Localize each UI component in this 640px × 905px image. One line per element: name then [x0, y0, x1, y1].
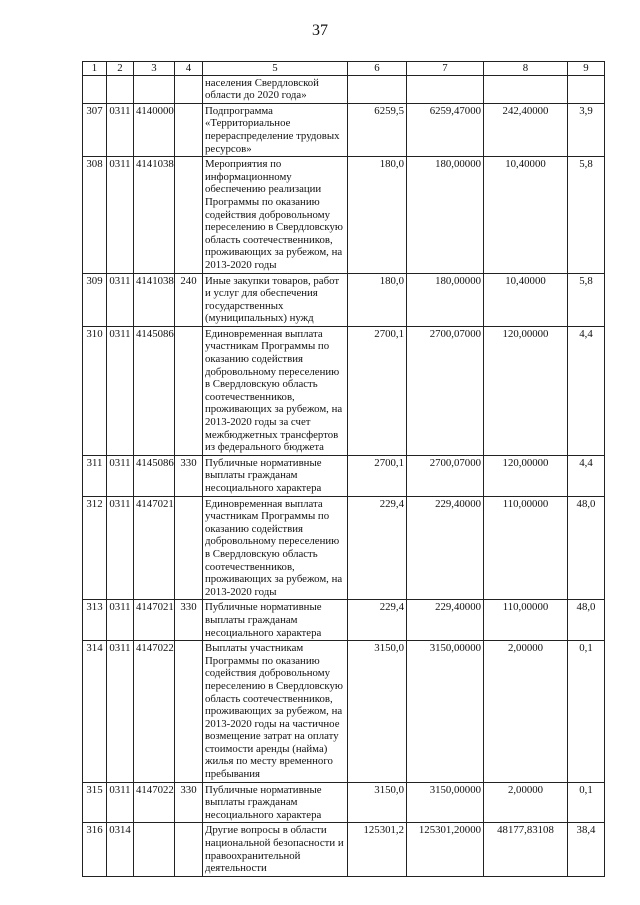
item-name-cell: Иные закупки товаров, работ и услуг для обеспечения государственных (муниципальных) нужд	[203, 273, 348, 326]
table-row	[83, 496, 605, 600]
row-number-cell: 313	[83, 600, 107, 641]
execution-percent-cell: 4,4	[568, 455, 605, 496]
approved-amount-cell: 3150,00000	[407, 641, 484, 783]
column-header: 2	[107, 62, 134, 76]
column-header: 5	[203, 62, 348, 76]
target-code-cell: 4147021	[134, 496, 175, 600]
expense-type-cell	[175, 823, 203, 876]
execution-percent-cell: 5,8	[568, 157, 605, 273]
approved-amount-cell: 2700,07000	[407, 455, 484, 496]
approved-amount-cell: 3150,00000	[407, 782, 484, 823]
executed-amount-cell: 48177,83108	[484, 823, 568, 876]
executed-amount-cell: 110,00000	[484, 496, 568, 600]
execution-percent-cell: 3,9	[568, 103, 605, 156]
planned-amount-cell: 180,0	[348, 157, 407, 273]
execution-percent-cell: 48,0	[568, 496, 605, 600]
item-name-cell: Мероприятия по информационному обеспечению реализации Программы по оказанию содействия добровольному переселению в Свердловскую область соотечественников, проживающих за рубежом, на 2013-2020 годы	[203, 157, 348, 273]
section-code-cell: 0311	[107, 496, 134, 600]
target-code-cell: 4145086	[134, 455, 175, 496]
expense-type-cell: 330	[175, 782, 203, 823]
target-code-cell: 4145086	[134, 326, 175, 455]
item-name-cell: Публичные нормативные выплаты гражданам несоциального характера	[203, 782, 348, 823]
approved-amount-cell: 6259,47000	[407, 103, 484, 156]
executed-amount-cell: 10,40000	[484, 157, 568, 273]
column-header: 8	[484, 62, 568, 76]
approved-amount-cell: 180,00000	[407, 273, 484, 326]
table-row	[83, 157, 605, 273]
executed-amount-cell: 10,40000	[484, 273, 568, 326]
section-code-cell: 0311	[107, 157, 134, 273]
section-code-cell: 0311	[107, 641, 134, 783]
budget-table	[82, 61, 605, 877]
planned-amount-cell: 180,0	[348, 273, 407, 326]
row-number-cell	[83, 75, 107, 103]
item-name-cell: Единовременная выплата участникам Программы по оказанию содействия добровольному переселению в Свердловскую область соотечественников, проживающих за рубежом, на 2013-2020 годы	[203, 496, 348, 600]
item-name-cell: Выплаты участникам Программы по оказанию содействия добровольному переселению в Свердловскую область соотечественников, проживающих за рубежом, на 2013-2020 годы на частичное возмещение затрат на оплату стоимости аренды (найма) жилья по месту временного пребывания	[203, 641, 348, 783]
table-row	[83, 641, 605, 783]
planned-amount-cell: 3150,0	[348, 641, 407, 783]
table-row	[83, 600, 605, 641]
expense-type-cell: 240	[175, 273, 203, 326]
target-code-cell	[134, 823, 175, 876]
table-row	[83, 103, 605, 156]
execution-percent-cell: 0,1	[568, 782, 605, 823]
page-number: 37	[312, 22, 328, 39]
approved-amount-cell	[407, 75, 484, 103]
expense-type-cell	[175, 641, 203, 783]
section-code-cell: 0311	[107, 455, 134, 496]
target-code-cell: 4147021	[134, 600, 175, 641]
approved-amount-cell: 180,00000	[407, 157, 484, 273]
planned-amount-cell: 2700,1	[348, 455, 407, 496]
item-name-cell: населения Свердловской области до 2020 года»	[203, 75, 348, 103]
table-row	[83, 823, 605, 876]
section-code-cell: 0311	[107, 103, 134, 156]
target-code-cell: 4147022	[134, 782, 175, 823]
expense-type-cell	[175, 157, 203, 273]
execution-percent-cell: 4,4	[568, 326, 605, 455]
row-number-cell: 308	[83, 157, 107, 273]
approved-amount-cell: 125301,20000	[407, 823, 484, 876]
executed-amount-cell: 2,00000	[484, 641, 568, 783]
row-number-cell: 311	[83, 455, 107, 496]
section-code-cell	[107, 75, 134, 103]
expense-type-cell	[175, 103, 203, 156]
planned-amount-cell: 6259,5	[348, 103, 407, 156]
table-row	[83, 326, 605, 455]
executed-amount-cell: 2,00000	[484, 782, 568, 823]
target-code-cell: 4147022	[134, 641, 175, 783]
expense-type-cell: 330	[175, 455, 203, 496]
row-number-cell: 312	[83, 496, 107, 600]
executed-amount-cell: 120,00000	[484, 455, 568, 496]
planned-amount-cell: 229,4	[348, 600, 407, 641]
row-number-cell: 307	[83, 103, 107, 156]
expense-type-cell	[175, 326, 203, 455]
target-code-cell: 4141038	[134, 273, 175, 326]
item-name-cell: Публичные нормативные выплаты гражданам несоциального характера	[203, 455, 348, 496]
execution-percent-cell: 48,0	[568, 600, 605, 641]
target-code-cell	[134, 75, 175, 103]
execution-percent-cell: 38,4	[568, 823, 605, 876]
execution-percent-cell: 0,1	[568, 641, 605, 783]
execution-percent-cell	[568, 75, 605, 103]
header-row	[83, 62, 605, 76]
target-code-cell: 4140000	[134, 103, 175, 156]
row-number-cell: 314	[83, 641, 107, 783]
row-number-cell: 316	[83, 823, 107, 876]
execution-percent-cell: 5,8	[568, 273, 605, 326]
executed-amount-cell: 120,00000	[484, 326, 568, 455]
section-code-cell: 0311	[107, 273, 134, 326]
section-code-cell: 0311	[107, 326, 134, 455]
row-number-cell: 310	[83, 326, 107, 455]
planned-amount-cell: 3150,0	[348, 782, 407, 823]
item-name-cell: Подпрограмма «Территориальное перераспределение трудовых ресурсов»	[203, 103, 348, 156]
executed-amount-cell: 110,00000	[484, 600, 568, 641]
column-header: 3	[134, 62, 175, 76]
table-row	[83, 273, 605, 326]
approved-amount-cell: 229,40000	[407, 600, 484, 641]
expense-type-cell	[175, 75, 203, 103]
planned-amount-cell	[348, 75, 407, 103]
column-header: 4	[175, 62, 203, 76]
section-code-cell: 0314	[107, 823, 134, 876]
item-name-cell: Другие вопросы в области национальной безопасности и правоохранительной деятельности	[203, 823, 348, 876]
target-code-cell: 4141038	[134, 157, 175, 273]
planned-amount-cell: 229,4	[348, 496, 407, 600]
approved-amount-cell: 229,40000	[407, 496, 484, 600]
column-header: 9	[568, 62, 605, 76]
section-code-cell: 0311	[107, 600, 134, 641]
item-name-cell: Публичные нормативные выплаты гражданам несоциального характера	[203, 600, 348, 641]
column-header: 1	[83, 62, 107, 76]
section-code-cell: 0311	[107, 782, 134, 823]
column-header: 7	[407, 62, 484, 76]
approved-amount-cell: 2700,07000	[407, 326, 484, 455]
executed-amount-cell: 242,40000	[484, 103, 568, 156]
expense-type-cell	[175, 496, 203, 600]
planned-amount-cell: 125301,2	[348, 823, 407, 876]
row-number-cell: 315	[83, 782, 107, 823]
expense-type-cell: 330	[175, 600, 203, 641]
table-row	[83, 455, 605, 496]
table-row	[83, 782, 605, 823]
executed-amount-cell	[484, 75, 568, 103]
row-number-cell: 309	[83, 273, 107, 326]
planned-amount-cell: 2700,1	[348, 326, 407, 455]
table-row	[83, 75, 605, 103]
column-header: 6	[348, 62, 407, 76]
item-name-cell: Единовременная выплата участникам Программы по оказанию содействия добровольному переселению в Свердловскую область соотечественников, проживающих за рубежом, на 2013-2020 годы за счет межбюджетных трансфертов из федерального бюджета	[203, 326, 348, 455]
